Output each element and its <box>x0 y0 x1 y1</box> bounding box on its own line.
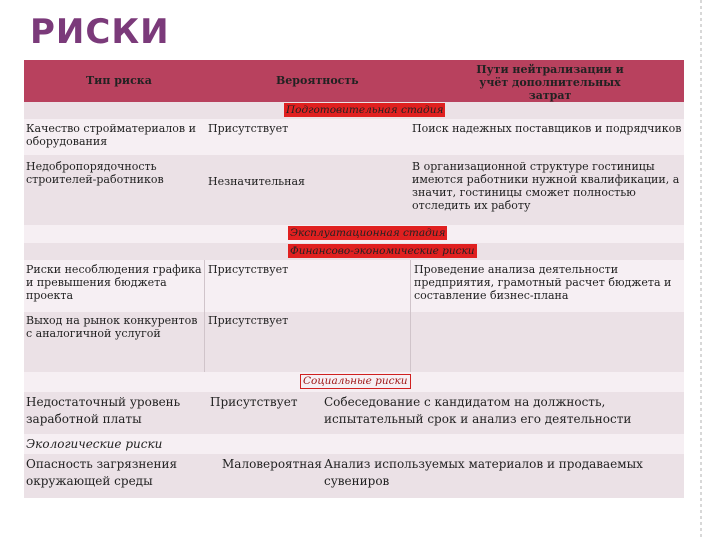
cell-type: Риски несоблюдения графика и превышения бюджета проекта <box>26 263 202 302</box>
cell-type: Качество стройматериалов и оборудования <box>26 122 196 148</box>
stage-row-finance <box>24 243 684 260</box>
table-row <box>24 454 684 498</box>
cell-probability: Незначительная <box>208 175 305 188</box>
cell-probability: Маловероятная <box>222 457 322 471</box>
page-title: РИСКИ <box>30 12 170 52</box>
stage-label-social: Социальные риски <box>300 374 411 389</box>
cell-type: Недостаточный уровень заработной платы <box>26 395 181 426</box>
cell-probability: Присутствует <box>210 395 298 409</box>
cell-probability: Присутствует <box>208 263 289 276</box>
stage-label-operation: Эксплуатационная стадия <box>290 227 446 239</box>
table-row <box>24 392 684 434</box>
cell-probability: Присутствует <box>208 314 289 327</box>
table-row <box>24 155 684 225</box>
column-divider <box>204 260 205 312</box>
header-ways: Пути нейтрализации и учёт дополнительных затрат <box>476 63 624 102</box>
table-row <box>24 260 684 312</box>
table-header <box>24 60 684 102</box>
cell-ways: Проведение анализа деятельности предприятия, грамотный расчет бюджета и составление бизнес-плана <box>414 263 672 302</box>
cell-type: Недобропорядочность строителей-работников <box>26 160 164 186</box>
column-divider <box>204 312 205 372</box>
cell-ways: Собеседование с кандидатом на должность, испытательный срок и анализ его деятельности <box>324 395 632 426</box>
cell-ways: В организационной структуре гостиницы имеются работники нужной квалификации, а значит, гостиницы сможет полностью отследить их работу <box>412 160 680 212</box>
cell-ways: Анализ используемых материалов и продаваемых сувениров <box>324 457 643 488</box>
header-probability: Вероятность <box>276 74 359 87</box>
column-divider <box>410 260 411 312</box>
stage-label-ecology: Экологические риски <box>26 437 163 451</box>
cell-type: Выход на рынок конкурентов с аналогичной услугой <box>26 314 198 340</box>
stage-row-ecology <box>24 434 684 454</box>
stage-row-social <box>24 372 684 392</box>
cell-probability: Присутствует <box>208 122 289 135</box>
stage-row-operation <box>24 225 684 243</box>
column-divider <box>410 312 411 372</box>
stage-label-prep: Подготовительная стадия <box>286 104 444 116</box>
slide-border <box>700 0 702 540</box>
stage-label-finance: Финансово-экономические риски <box>290 245 475 257</box>
table-row <box>24 119 684 155</box>
table-row <box>24 312 684 372</box>
cell-ways: Поиск надежных поставщиков и подрядчиков <box>412 122 682 135</box>
stage-row-prep <box>24 102 684 119</box>
header-type: Тип риска <box>86 74 152 87</box>
cell-type: Опасность загрязнения окружающей среды <box>26 457 178 488</box>
